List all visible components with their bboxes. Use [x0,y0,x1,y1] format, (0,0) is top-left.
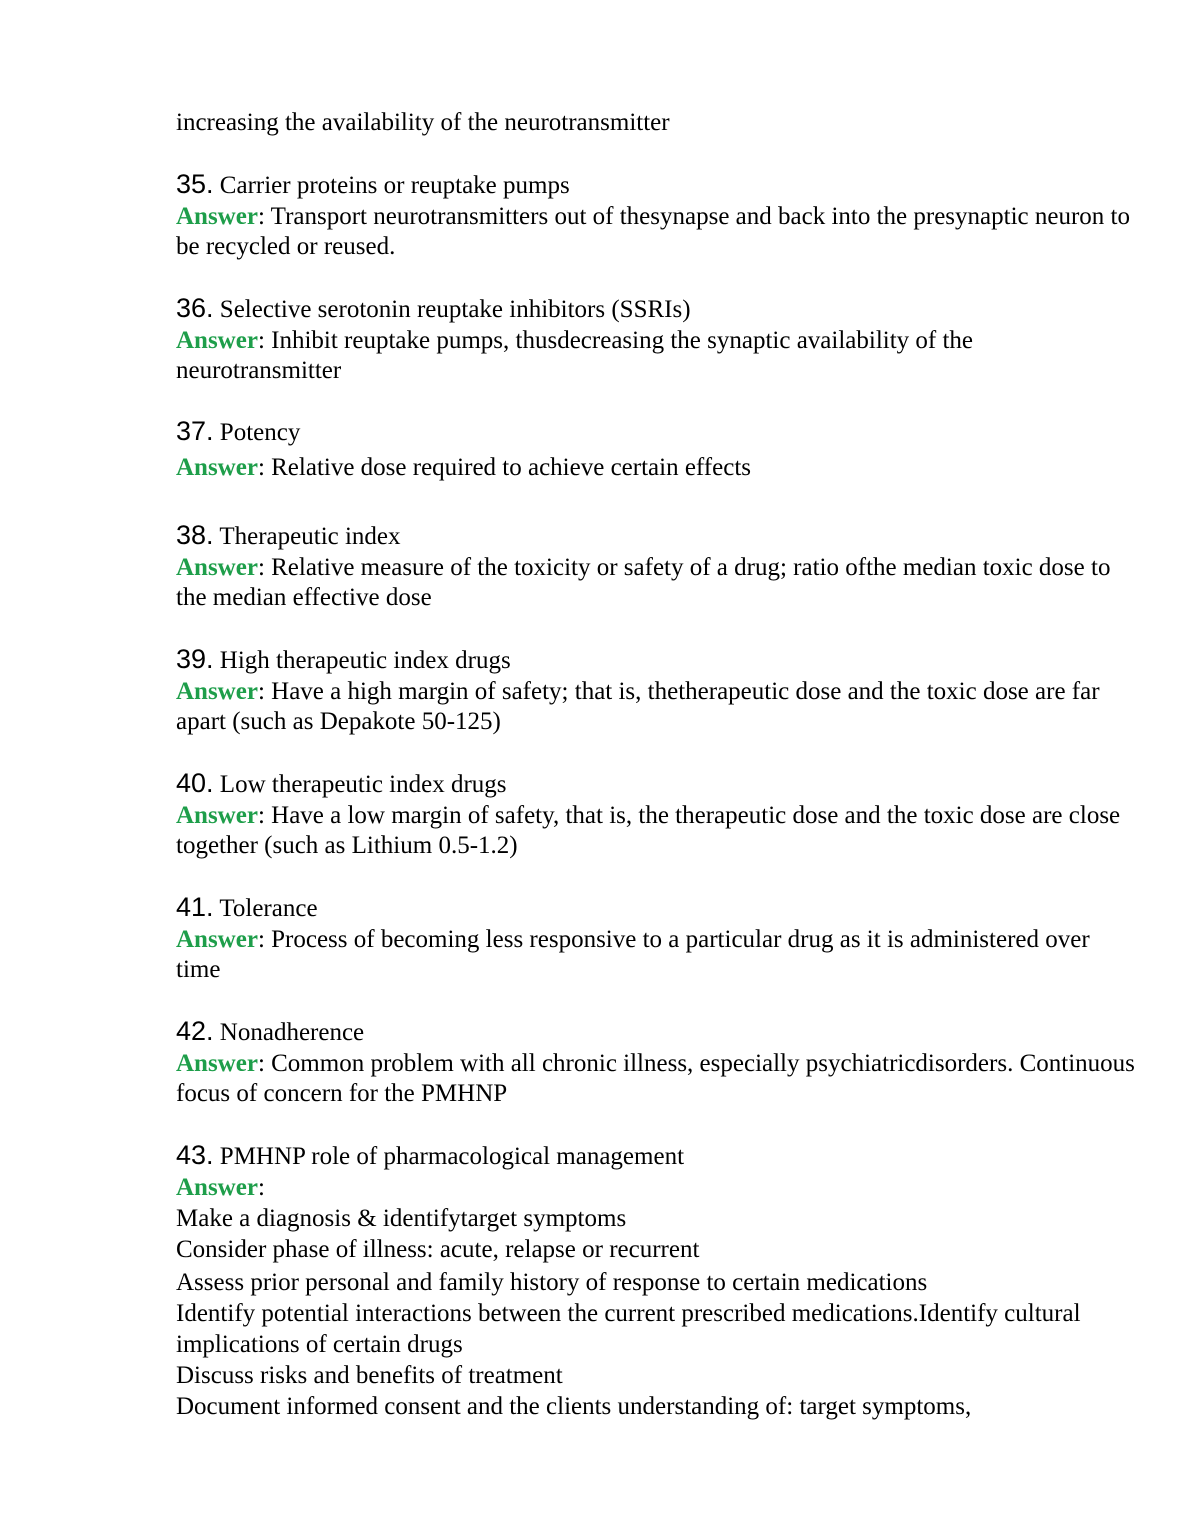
question-number: 35. [176,169,214,199]
question-text: High therapeutic index drugs [219,647,511,674]
question-number: 40. [176,768,214,798]
answer-label: Answer [176,454,258,481]
answer-text: : Common problem with all chronic illness, especially psychiatricdisorders. Continuous focus of concern for the PMHNP [176,1050,1135,1107]
answer-text: : [257,1174,265,1201]
question-number: 37. [176,416,214,446]
list-item: Discuss risks and benefits of treatment [176,1362,563,1389]
question-42 [176,1015,1136,1109]
list-item: Document informed consent and the clients understanding of: target symptoms, [176,1393,972,1420]
answer-label: Answer [176,327,258,354]
question-text: PMHNP role of pharmacological management [219,1143,685,1170]
question-38 [176,519,1136,613]
question-number: 41. [176,892,214,922]
question-text: Selective serotonin reuptake inhibitors (SSRIs) [219,296,691,323]
question-text: Tolerance [219,895,318,922]
answer-text: : Relative dose required to achieve certain effects [257,454,751,481]
list-item: Consider phase of illness: acute, relapse or recurrent [176,1236,700,1263]
question-number: 39. [176,644,214,674]
answer-text: : Relative measure of the toxicity or safety of a drug; ratio ofthe median toxic dose to the median effective dose [176,554,1111,611]
answer-label: Answer [176,678,258,705]
answer-label: Answer [176,1050,258,1077]
question-number: 36. [176,293,214,323]
question-36 [176,292,1136,386]
question-40 [176,767,1136,861]
answer-text: : Have a high margin of safety; that is, thetherapeutic dose and the toxic dose are far apart (such as Depakote 50-125) [176,678,1100,735]
answer-label: Answer [176,802,258,829]
question-number: 43. [176,1140,214,1170]
list-item: Assess prior personal and family history of response to certain medications [176,1269,928,1296]
answer-label: Answer [176,554,258,581]
list-item: Identify potential interactions between the current prescribed medications.Identify cultural implications of certain drugs [176,1300,1081,1358]
question-number: 38. [176,520,214,550]
question-37 [176,415,1136,483]
question-text: Therapeutic index [219,523,401,550]
answer-text: : Process of becoming less responsive to a particular drug as it is administered over time [176,926,1090,983]
question-text: Low therapeutic index drugs [219,771,507,798]
question-41 [176,891,1136,985]
pmhnp-role-list [176,1203,1136,1422]
question-35 [176,168,1136,262]
answer-text: : Inhibit reuptake pumps, thusdecreasing the synaptic availability of the neurotransmitter [176,327,974,384]
question-text: Carrier proteins or reuptake pumps [219,172,570,199]
answer-label: Answer [176,1174,258,1201]
question-number: 42. [176,1016,214,1046]
continued-answer-text: increasing the availability of the neurotransmitter [176,109,670,136]
question-text: Nonadherence [219,1019,365,1046]
question-43 [176,1139,1136,1422]
answer-label: Answer [176,926,258,953]
answer-text: : Transport neurotransmitters out of thesynapse and back into the presynaptic neuron to be recycled or reused. [176,203,1130,260]
list-item: Make a diagnosis & identifytarget symptoms [176,1205,627,1232]
question-text: Potency [219,419,301,446]
question-39 [176,643,1136,737]
document-page [176,108,1136,1422]
answer-text: : Have a low margin of safety, that is, the therapeutic dose and the toxic dose are close together (such as Lithium 0.5-1.2) [176,802,1121,859]
answer-label: Answer [176,203,258,230]
